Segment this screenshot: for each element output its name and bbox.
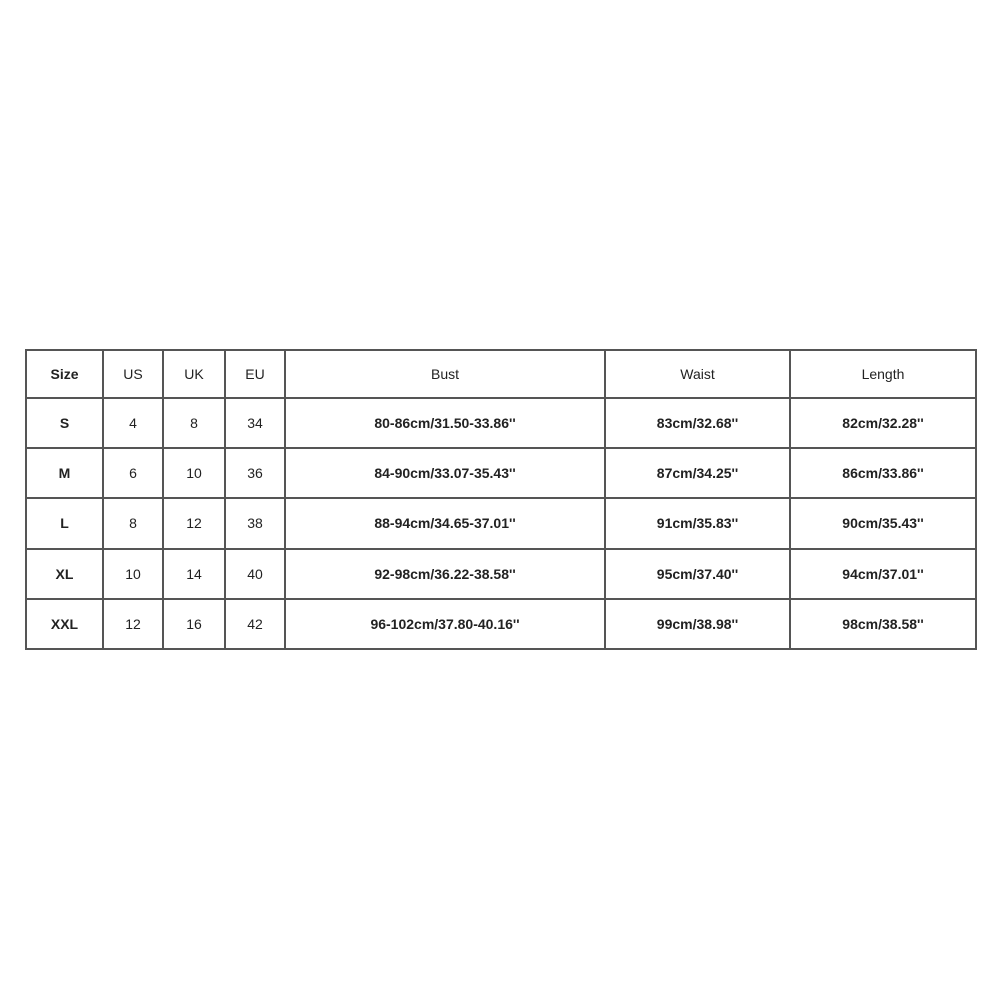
header-uk: UK bbox=[163, 350, 225, 398]
table-row bbox=[26, 549, 976, 599]
cell-size: S bbox=[26, 398, 103, 448]
header-us: US bbox=[103, 350, 163, 398]
cell-eu: 42 bbox=[225, 599, 285, 649]
cell-waist: 83cm/32.68'' bbox=[605, 398, 790, 448]
cell-us: 8 bbox=[103, 498, 163, 548]
cell-uk: 8 bbox=[163, 398, 225, 448]
cell-uk: 10 bbox=[163, 448, 225, 498]
cell-length: 86cm/33.86'' bbox=[790, 448, 976, 498]
cell-size: L bbox=[26, 498, 103, 548]
cell-bust: 92-98cm/36.22-38.58'' bbox=[285, 549, 605, 599]
table-row bbox=[26, 498, 976, 548]
cell-uk: 14 bbox=[163, 549, 225, 599]
table-row bbox=[26, 448, 976, 498]
cell-length: 98cm/38.58'' bbox=[790, 599, 976, 649]
header-size: Size bbox=[26, 350, 103, 398]
cell-uk: 16 bbox=[163, 599, 225, 649]
cell-us: 6 bbox=[103, 448, 163, 498]
cell-size: M bbox=[26, 448, 103, 498]
cell-bust: 80-86cm/31.50-33.86'' bbox=[285, 398, 605, 448]
header-waist: Waist bbox=[605, 350, 790, 398]
header-length: Length bbox=[790, 350, 976, 398]
cell-waist: 87cm/34.25'' bbox=[605, 448, 790, 498]
cell-bust: 96-102cm/37.80-40.16'' bbox=[285, 599, 605, 649]
cell-waist: 91cm/35.83'' bbox=[605, 498, 790, 548]
cell-waist: 95cm/37.40'' bbox=[605, 549, 790, 599]
table-row bbox=[26, 599, 976, 649]
cell-eu: 36 bbox=[225, 448, 285, 498]
cell-eu: 40 bbox=[225, 549, 285, 599]
cell-size: XXL bbox=[26, 599, 103, 649]
cell-eu: 38 bbox=[225, 498, 285, 548]
cell-uk: 12 bbox=[163, 498, 225, 548]
cell-size: XL bbox=[26, 549, 103, 599]
cell-length: 82cm/32.28'' bbox=[790, 398, 976, 448]
cell-us: 10 bbox=[103, 549, 163, 599]
table-row bbox=[26, 398, 976, 448]
cell-bust: 84-90cm/33.07-35.43'' bbox=[285, 448, 605, 498]
cell-eu: 34 bbox=[225, 398, 285, 448]
cell-us: 4 bbox=[103, 398, 163, 448]
cell-length: 90cm/35.43'' bbox=[790, 498, 976, 548]
cell-us: 12 bbox=[103, 599, 163, 649]
table-header-row bbox=[26, 350, 976, 398]
header-bust: Bust bbox=[285, 350, 605, 398]
cell-waist: 99cm/38.98'' bbox=[605, 599, 790, 649]
cell-bust: 88-94cm/34.65-37.01'' bbox=[285, 498, 605, 548]
size-chart-table bbox=[25, 349, 977, 650]
cell-length: 94cm/37.01'' bbox=[790, 549, 976, 599]
header-eu: EU bbox=[225, 350, 285, 398]
